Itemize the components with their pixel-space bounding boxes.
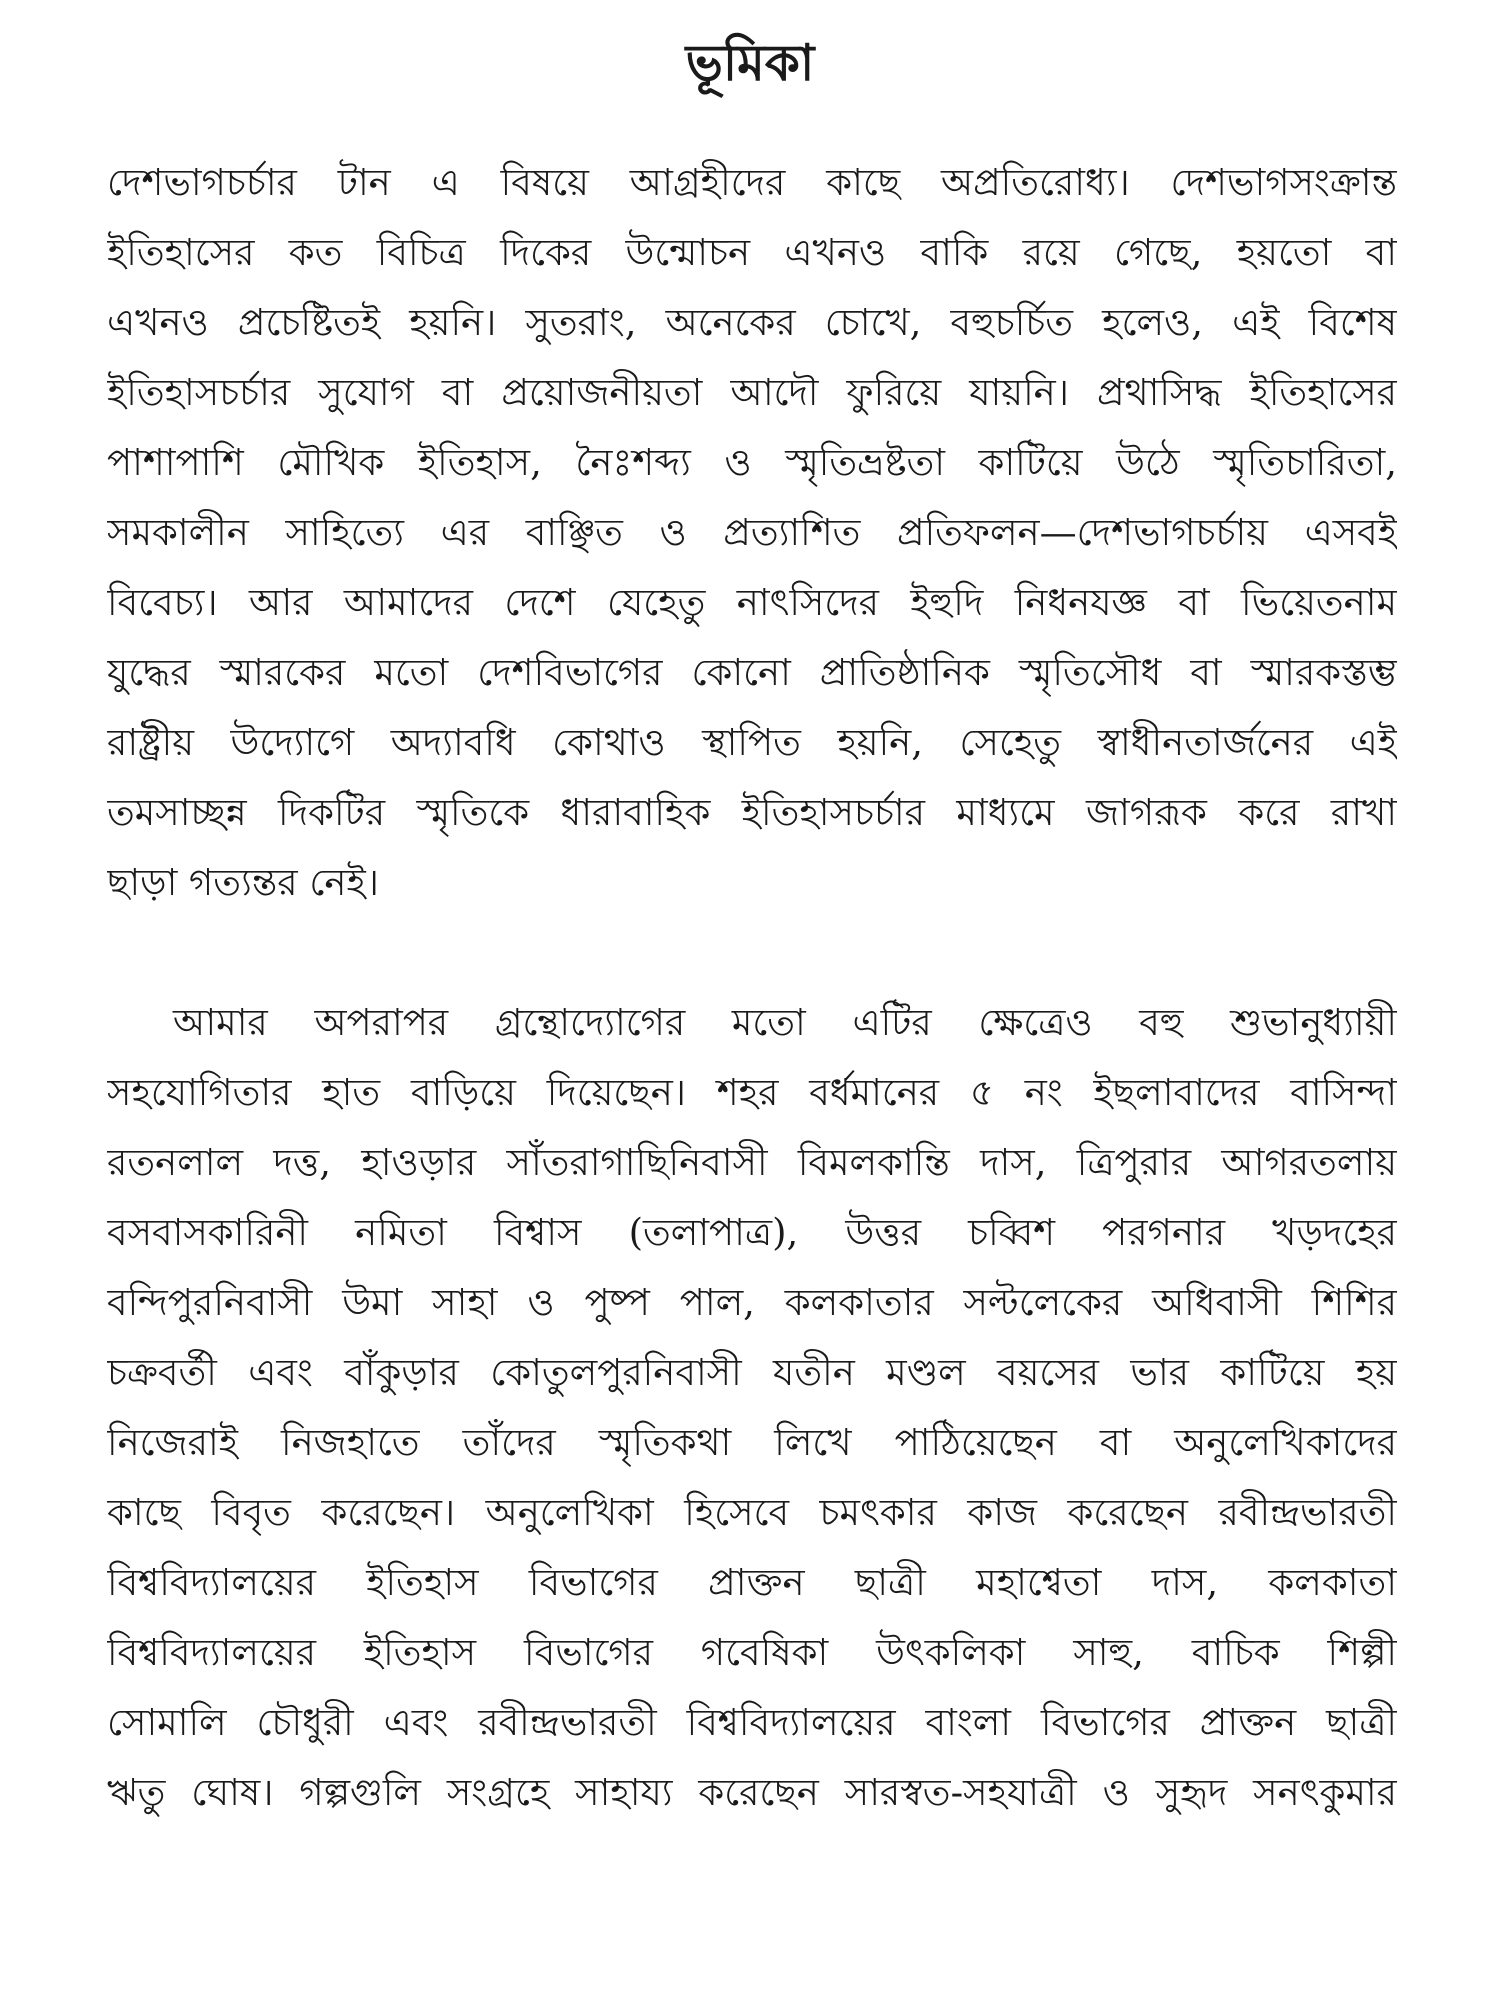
- text-line: ঋতু ঘোষ। গল্পগুলি সংগ্রহে সাহায্য করেছেন সারস্বত-সহযাত্রী ও সুহৃদ সনৎকুমার: [107, 1771, 1397, 1814]
- text-line: চক্রবর্তী এবং বাঁকুড়ার কোতুলপুরনিবাসী যতীন মণ্ডল বয়সের ভার কাটিয়ে হয়: [107, 1351, 1397, 1394]
- text-line: নিজেরাই নিজহাতে তাঁদের স্মৃতিকথা লিখে পাঠিয়েছেন বা অনুলেখিকাদের: [107, 1421, 1397, 1464]
- text-line: বিশ্ববিদ্যালয়ের ইতিহাস বিভাগের প্রাক্তন ছাত্রী মহাশ্বেতা দাস, কলকাতা: [107, 1561, 1397, 1604]
- text-line: সোমালি চৌধুরী এবং রবীন্দ্রভারতী বিশ্ববিদ্যালয়ের বাংলা বিভাগের প্রাক্তন ছাত্রী: [107, 1701, 1397, 1744]
- text-line: সমকালীন সাহিত্যে এর বাঞ্ছিত ও প্রত্যাশিত প্রতিফলন—দেশভাগচর্চায় এসবই: [107, 511, 1397, 554]
- text-line: বিশ্ববিদ্যালয়ের ইতিহাস বিভাগের গবেষিকা উৎকলিকা সাহু, বাচিক শিল্পী: [107, 1631, 1397, 1674]
- text-line: বসবাসকারিনী নমিতা বিশ্বাস (তলাপাত্র), উত্তর চব্বিশ পরগনার খড়দহের: [107, 1211, 1397, 1254]
- text-line: এখনও প্রচেষ্টিতই হয়নি। সুতরাং, অনেকের চোখে, বহুচর্চিত হলেও, এই বিশেষ: [107, 301, 1397, 344]
- text-line: আমার অপরাপর গ্রন্থোদ্যোগের মতো এটির ক্ষেত্রেও বহু শুভানুধ্যায়ী: [173, 1001, 1397, 1044]
- page-title: ভূমিকা: [685, 33, 815, 92]
- text-line: সহযোগিতার হাত বাড়িয়ে দিয়েছেন। শহর বর্ধমানের ৫ নং ইছলাবাদের বাসিন্দা: [107, 1071, 1397, 1114]
- paragraph-1: [107, 148, 1397, 918]
- text-line: বন্দিপুরনিবাসী উমা সাহা ও পুষ্প পাল, কলকাতার সল্টলেকের অধিবাসী শিশির: [107, 1281, 1397, 1324]
- text-line: রাষ্ট্রীয় উদ্যোগে অদ্যাবধি কোথাও স্থাপিত হয়নি, সেহেতু স্বাধীনতার্জনের এই: [107, 721, 1397, 764]
- paragraph-2: [107, 988, 1397, 1828]
- text-line: যুদ্ধের স্মারকের মতো দেশবিভাগের কোনো প্রাতিষ্ঠানিক স্মৃতিসৌধ বা স্মারকস্তম্ভ: [107, 651, 1397, 694]
- text-line: ছাড়া গত্যন্তর নেই।: [107, 861, 379, 904]
- text-line: তমসাচ্ছন্ন দিকটির স্মৃতিকে ধারাবাহিক ইতিহাসচর্চার মাধ্যমে জাগরূক করে রাখা: [107, 791, 1397, 834]
- text-line: বিবেচ্য। আর আমাদের দেশে যেহেতু নাৎসিদের ইহুদি নিধনযজ্ঞ বা ভিয়েতনাম: [107, 581, 1397, 624]
- text-line: পাশাপাশি মৌখিক ইতিহাস, নৈঃশব্দ্য ও স্মৃতিভ্রষ্টতা কাটিয়ে উঠে স্মৃতিচারিতা,: [107, 441, 1397, 484]
- text-line: কাছে বিবৃত করেছেন। অনুলেখিকা হিসেবে চমৎকার কাজ করেছেন রবীন্দ্রভারতী: [107, 1491, 1397, 1534]
- text-line: রতনলাল দত্ত, হাওড়ার সাঁতরাগাছিনিবাসী বিমলকান্তি দাস, ত্রিপুরার আগরতলায়: [107, 1141, 1397, 1184]
- text-line: দেশভাগচর্চার টান এ বিষয়ে আগ্রহীদের কাছে অপ্রতিরোধ্য। দেশভাগসংক্রান্ত: [107, 161, 1397, 204]
- text-line: ইতিহাসচর্চার সুযোগ বা প্রয়োজনীয়তা আদৌ ফুরিয়ে যায়নি। প্রথাসিদ্ধ ইতিহাসের: [107, 371, 1397, 414]
- text-line: ইতিহাসের কত বিচিত্র দিকের উন্মোচন এখনও বাকি রয়ে গেছে, হয়তো বা: [107, 231, 1397, 274]
